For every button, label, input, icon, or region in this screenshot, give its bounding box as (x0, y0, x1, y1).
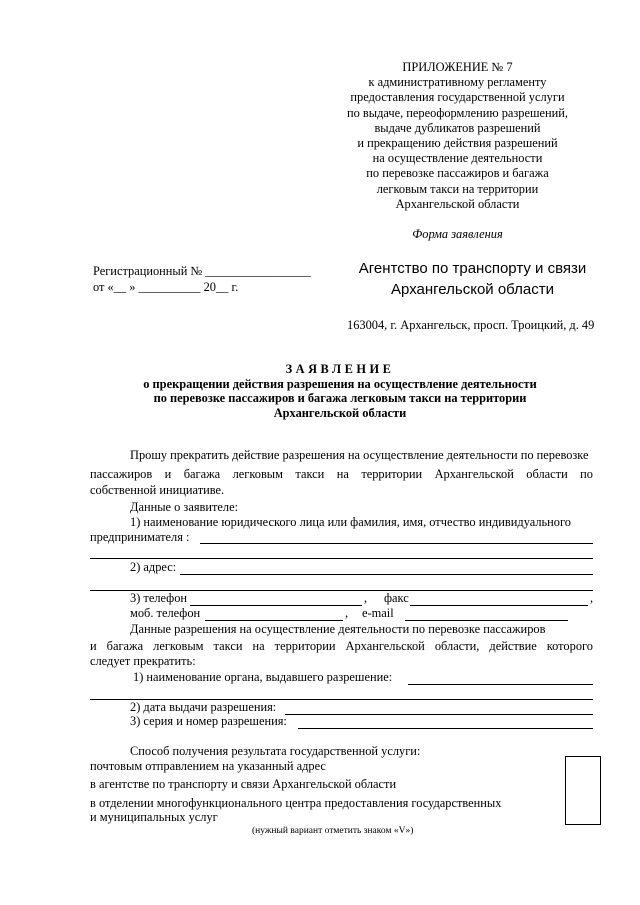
title-main: ЗАЯВЛЕНИЕ (285, 362, 395, 376)
appendix-line: ПРИЛОЖЕНИЕ № 7 (402, 60, 513, 74)
phone-input[interactable] (190, 605, 362, 606)
delivery-option-label: в агентстве по транспорту и связи Архангельской области (90, 777, 397, 791)
checkbox-note: (нужный вариант отметить знаком «V») (252, 826, 414, 836)
applicant-name-input-cont[interactable] (90, 558, 593, 559)
comma-separator: , (364, 591, 368, 605)
fax-input[interactable] (410, 605, 588, 606)
appendix-line: по выдаче, переоформлению разрешений, (346, 105, 569, 120)
applicant-name-label-cont: предпринимателя : (90, 530, 190, 544)
appendix-line: Архангельской области (395, 196, 520, 211)
request-line: Прошу прекратить действие разрешения на осуществление деятельности по перевозке (130, 448, 589, 462)
comma-separator: , (345, 606, 349, 620)
applicant-name-input[interactable] (200, 543, 593, 544)
permit-line: и багажа легковым такси на территории Архангельской области, действие которого (90, 639, 593, 653)
form-label: Форма заявления (412, 227, 503, 241)
email-label: e-mail (362, 606, 394, 620)
mobile-input[interactable] (205, 620, 343, 621)
delivery-checkbox-post[interactable] (565, 756, 601, 776)
appendix-line: к административному регламенту (368, 75, 547, 90)
request-line: пассажиров и багажа легковым такси на территории Архангельской области по (90, 467, 593, 481)
title-subtitle: о прекращении действия разрешения на осуществление деятельности (143, 376, 537, 391)
appendix-line: по перевозке пассажиров и багажа (366, 166, 549, 181)
appendix-line: легковым такси на территории (376, 181, 539, 196)
series-input[interactable] (298, 728, 593, 729)
issuer-input[interactable] (408, 684, 593, 685)
fax-label: факс (384, 591, 409, 605)
address-input[interactable] (180, 574, 593, 575)
title-subtitle: Архангельской области (273, 405, 407, 420)
delivery-heading: Способ получения результата государственной услуги: (130, 744, 421, 758)
appendix-line: и прекращению действия разрешений (357, 136, 558, 151)
comma-separator: , (590, 591, 594, 605)
delivery-option-label: в отделении многофункционального центра предоставления государственных (90, 796, 502, 810)
permit-line: следует прекратить: (90, 654, 196, 668)
delivery-checkbox-mfc[interactable] (565, 792, 601, 825)
delivery-option-label-cont: и муниципальных услуг (90, 810, 218, 824)
applicant-name-label: 1) наименование юридического лица или фамилия, имя, отчество индивидуального (130, 515, 571, 529)
issue-date-label: 2) дата выдачи разрешения: (130, 700, 277, 714)
issue-date-input[interactable] (285, 714, 593, 715)
delivery-checkbox-agency[interactable] (565, 774, 601, 793)
issuer-label: 1) наименование органа, выдавшего разрешение: (133, 670, 393, 684)
agency-name (340, 258, 605, 300)
registration-date-field[interactable]: от «__ » __________ 20__ г. (93, 280, 239, 294)
document-title (90, 362, 590, 420)
appendix-line: выдаче дубликатов разрешений (374, 120, 541, 135)
appendix-line: на осуществление деятельности (372, 151, 543, 166)
agency-address: 163004, г. Архангельск, просп. Троицкий, д. 49 (347, 318, 595, 332)
agency-line: Агентство по транспорту и связи (358, 260, 587, 277)
series-label: 3) серия и номер разрешения: (130, 714, 287, 728)
address-label: 2) адрес: (130, 560, 177, 574)
email-input[interactable] (405, 620, 568, 621)
title-subtitle: по перевозке пассажиров и багажа легковым такси на территории (153, 391, 527, 405)
mobile-label: моб. телефон (130, 606, 201, 620)
phone-label: 3) телефон (130, 591, 188, 605)
appendix-line: предоставления государственной услуги (350, 90, 565, 105)
registration-number-field[interactable]: Регистрационный № _________________ (93, 264, 311, 278)
request-line: собственной инициативе. (90, 483, 225, 497)
delivery-option-label: почтовым отправлением на указанный адрес (90, 759, 326, 773)
agency-line: Архангельской области (391, 281, 554, 298)
appendix-header (330, 60, 585, 212)
permit-line: Данные разрешения на осуществление деятельности по перевозке пассажиров (130, 622, 546, 636)
applicant-heading: Данные о заявителе: (130, 500, 239, 514)
